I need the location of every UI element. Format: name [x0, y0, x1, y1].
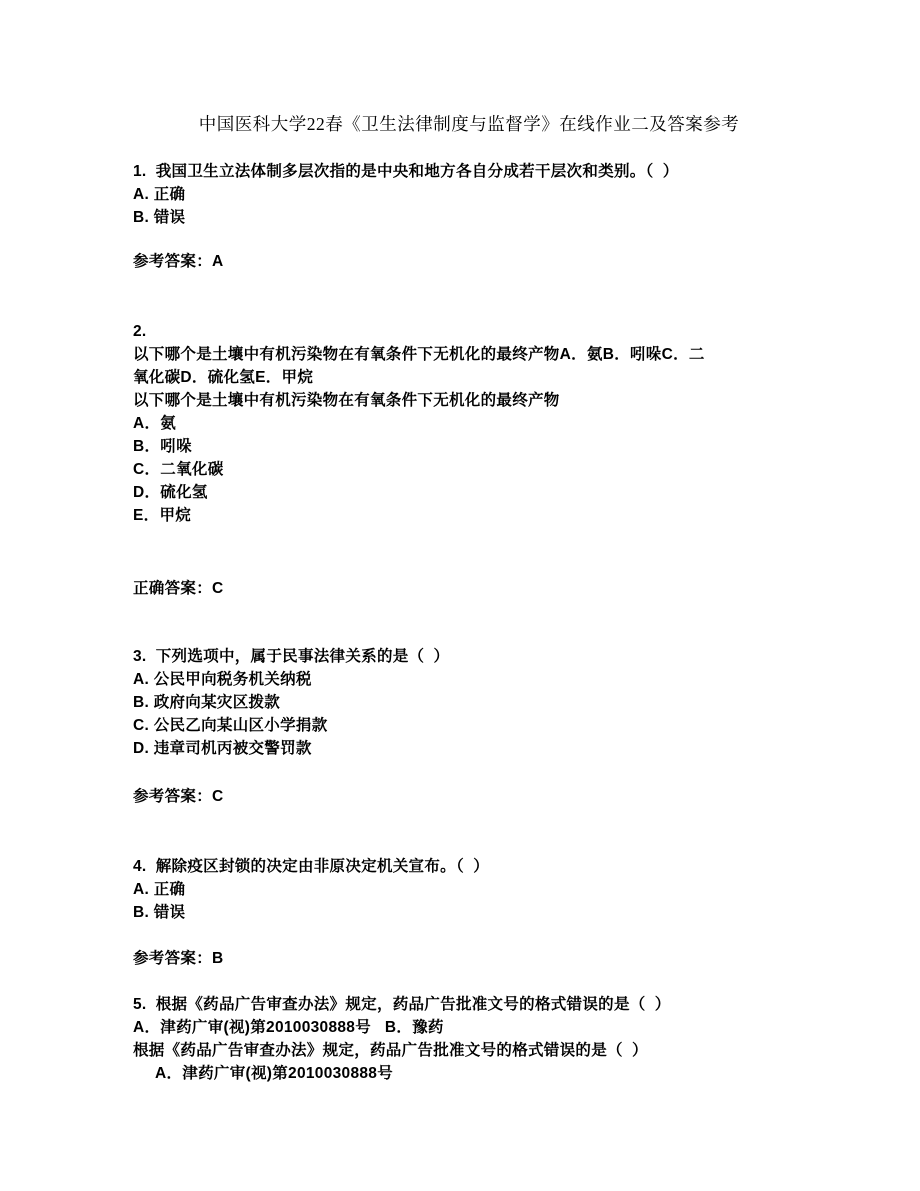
answer-line: 参考答案：A — [133, 253, 224, 270]
question-block-3 — [133, 645, 805, 808]
answer-line: 参考答案：C — [133, 788, 224, 805]
question-block-4 — [133, 855, 805, 970]
option-item: B. 错误 — [133, 904, 186, 921]
option-item: D．硫化氢 — [133, 484, 208, 501]
question-stem: 氧化碳D．硫化氢E．甲烷 — [133, 369, 314, 386]
question-stem: 4. 解除疫区封锁的决定由非原决定机关宣布。（ ） — [133, 858, 490, 875]
question-stem: 5. 根据《药品广告审查办法》规定，药品广告批准文号的格式错误的是（ ） — [133, 996, 671, 1013]
option-item: D. 违章司机丙被交警罚款 — [133, 740, 312, 757]
question-block-2 — [133, 320, 805, 600]
option-item: A. 正确 — [133, 186, 186, 203]
question-stem: 以下哪个是土壤中有机污染物在有氧条件下无机化的最终产物 — [133, 392, 560, 409]
question-stem: 以下哪个是土壤中有机污染物在有氧条件下无机化的最终产物A．氨B．吲哚C．二 — [133, 346, 705, 363]
answer-line: 正确答案：C — [133, 580, 224, 597]
question-block-1 — [133, 160, 805, 273]
option-item: A．氨 — [133, 415, 177, 432]
question-number: 2. — [133, 323, 147, 340]
option-item: C．二氧化碳 — [133, 461, 224, 478]
question-stem: 根据《药品广告审查办法》规定，药品广告批准文号的格式错误的是（ ） — [133, 1042, 648, 1059]
option-item: E．甲烷 — [133, 507, 192, 524]
question-stem: 1. 我国卫生立法体制多层次指的是中央和地方各自分成若干层次和类别。（ ） — [133, 163, 679, 180]
option-item: A. 正确 — [133, 881, 186, 898]
page-title: 中国医科大学22春《卫生法律制度与监督学》在线作业二及答案参考 — [198, 114, 740, 134]
option-item: A．津药广审(视)第2010030888号 B．豫药 — [133, 1019, 444, 1036]
option-item: B．吲哚 — [133, 438, 192, 455]
option-item: C. 公民乙向某山区小学捐款 — [133, 717, 328, 734]
question-block-5 — [133, 993, 805, 1085]
option-item: A．津药广审(视)第2010030888号 — [155, 1065, 394, 1082]
option-item: B. 错误 — [133, 209, 186, 226]
answer-line: 参考答案：B — [133, 950, 224, 967]
question-stem: 3. 下列选项中，属于民事法律关系的是（ ） — [133, 648, 450, 665]
option-item: B. 政府向某灾区拨款 — [133, 694, 281, 711]
option-item: A. 公民甲向税务机关纳税 — [133, 671, 312, 688]
